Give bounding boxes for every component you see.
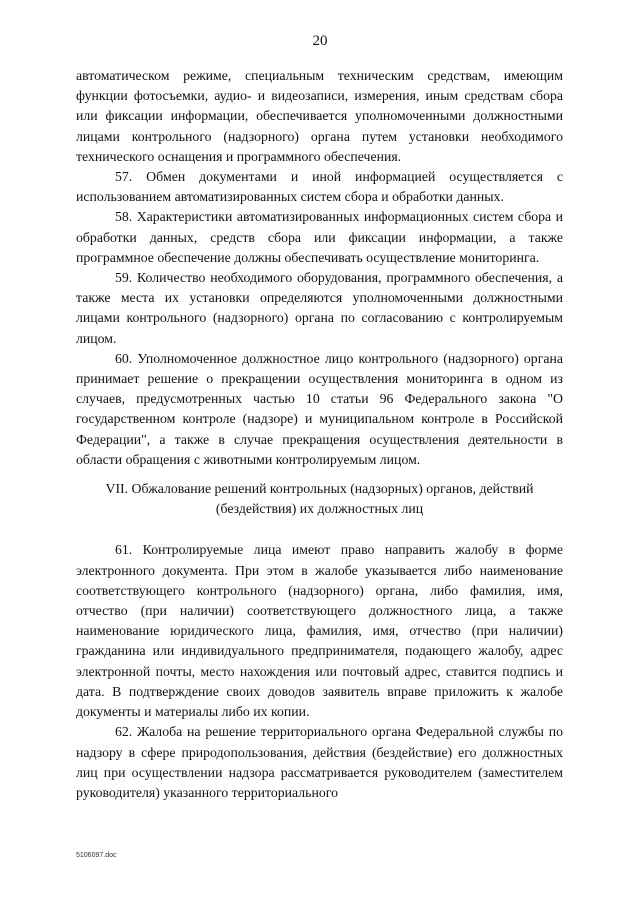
page-number: 20 (312, 33, 328, 49)
paragraph-58: 58. Характеристики автоматизированных информационных систем сбора и обработки данных, средств сбора или фиксации информации, а также программное обеспечение должны обеспечивать осуществление мониторинга. (76, 209, 563, 265)
paragraph-59: 59. Количество необходимого оборудования, программного обеспечения, а также места их установки определяются уполномоченными должностными лицами контрольного (надзорного) органа по согласованию с контролируемым лицом. (76, 270, 563, 346)
footer-document-code: 5106097.doc (76, 852, 117, 859)
paragraph-57: 57. Обмен документами и иной информацией осуществляется с использованием автоматизированных систем сбора и обработки данных. (76, 169, 563, 205)
paragraph-continued: автоматическом режиме, специальным техническим средствам, имеющим функции фотосъемки, аудио- и видеозаписи, измерения, иным средствам сбора или фиксации информации, обеспечивается уполномоченными должностными лицами контрольного (надзорного) органа путем установки необходимого технического оснащения и программного обеспечения. (76, 68, 563, 164)
document-body (76, 66, 563, 803)
paragraph-61: 61. Контролируемые лица имеют право направить жалобу в форме электронного документа. При этом в жалобе указывается либо наименование соответствующего контрольного (надзорного) органа, либо фамилия, имя, отчество (при наличии) соответствующего должностного лица, а также наименование юридического лица, фамилия, имя, отчество (при наличии) гражданина или индивидуального предпринимателя, подающего жалобу, адрес электронной почты, место нахождения или почтовый адрес, ставится подпись и дата. В подтверждение своих доводов заявитель вправе приложить к жалобе документы и материалы либо их копии. (76, 542, 563, 720)
section-heading: VII. Обжалование решений контрольных (надзорных) органов, действий (бездействия) их должностных лиц (105, 481, 534, 517)
paragraph-62: 62. Жалоба на решение территориального органа Федеральной службы по надзору в сфере природопользования, действия (бездействие) его должностных лиц при осуществлении надзора рассматривается руководителем (заместителем руководителя) указанного территориального (76, 724, 563, 800)
paragraph-60: 60. Уполномоченное должностное лицо контрольного (надзорного) органа принимает решение о прекращении осуществления мониторинга в одном из случаев, предусмотренных частью 10 статьи 96 Федерального закона "О государственном контроле (надзоре) и муниципальном контроле в Российской Федерации", а также в случае прекращения осуществления деятельности в области обращения с животными контролируемым лицом. (76, 350, 563, 467)
heading-spacer (76, 519, 563, 540)
